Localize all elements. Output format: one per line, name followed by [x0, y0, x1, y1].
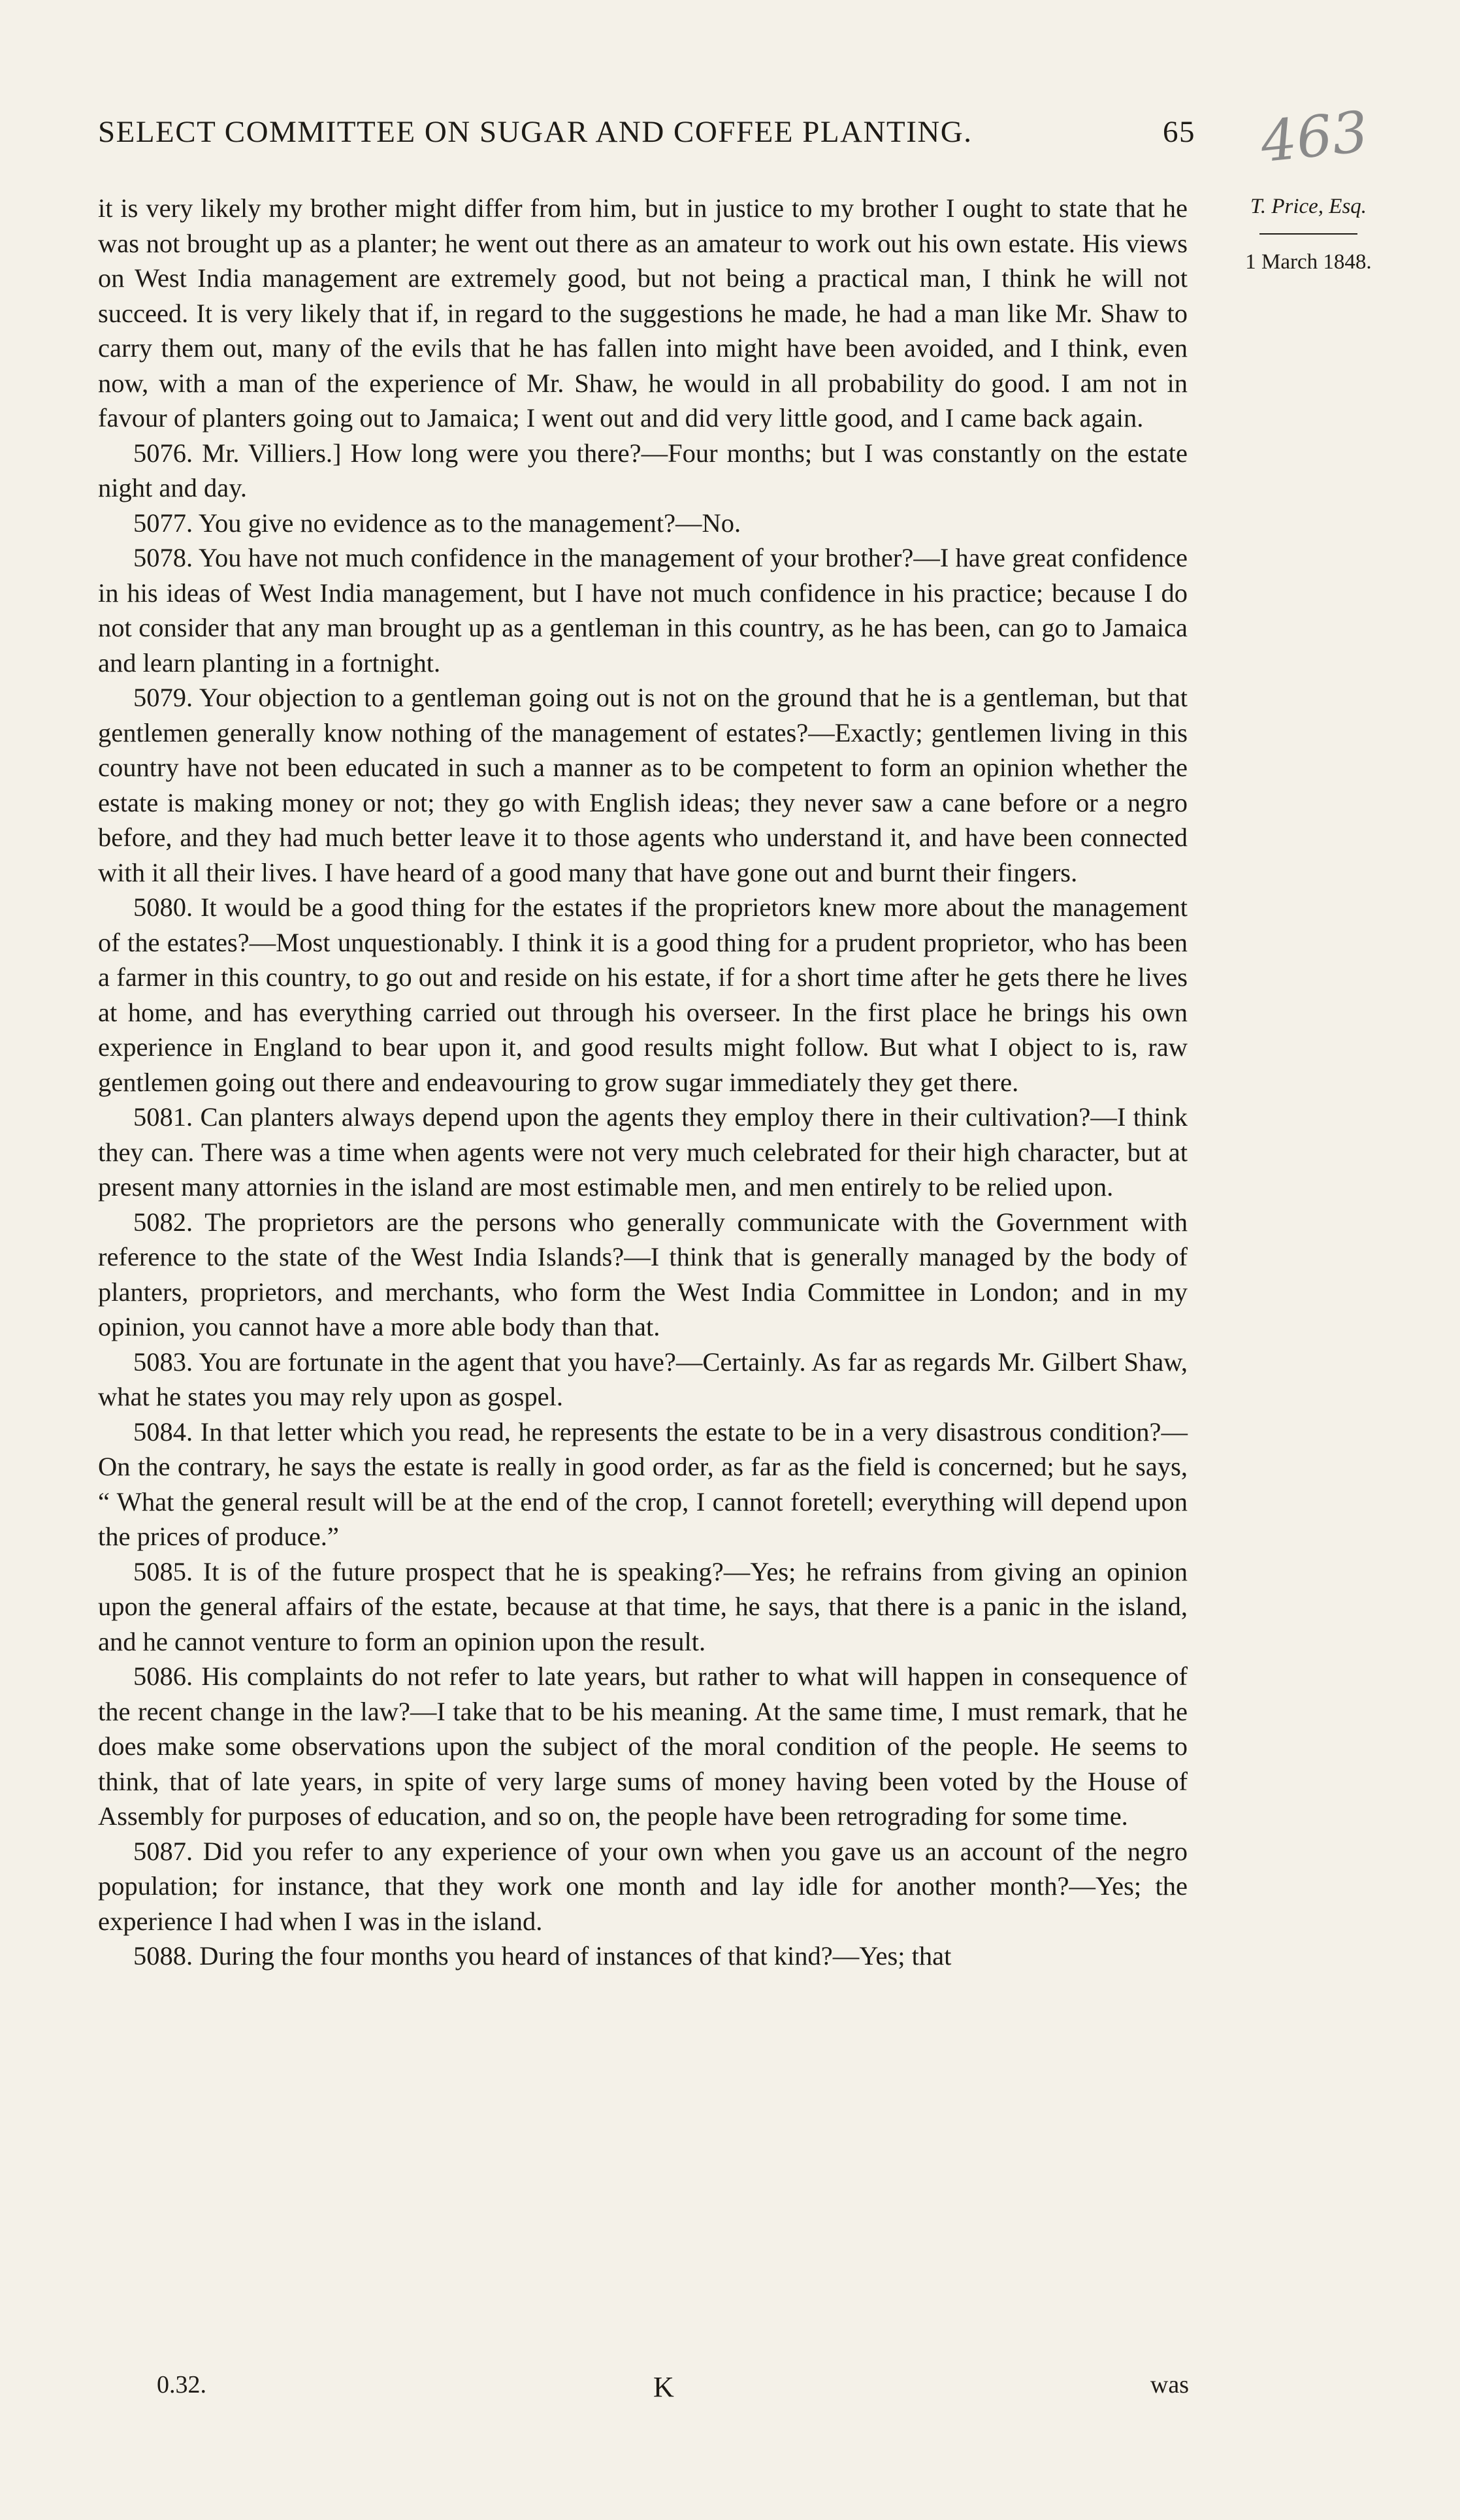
evidence-body	[98, 191, 1188, 1974]
question-paragraph: 5079. Your objection to a gentleman going out is not on the ground that he is a gentleman, but that gentlemen generally know nothing of the management of estates?—Exactly; gentlemen living in this country have not been educated in such a manner as to be competent to form an opinion whether the estate is making money or not; they go with English ideas; they never saw a cane before or a negro before, and they had much better leave it to those agents who understand it, and have been connected with it all their lives. I have heard of a good many that have gone out and burnt their fingers.	[98, 683, 1188, 887]
signature-mark: 0.32.	[157, 2371, 206, 2398]
question-paragraph: 5084. In that letter which you read, he represents the estate to be in a very disastrous condition?—On the contrary, he says the estate is really in good order, as far as the field is concerned; but he says, “ What the general result will be at the end of the crop, I cannot foretell; everything will depend upon the prices of produce.”	[98, 1416, 1188, 1551]
question-paragraph: 5086. His complaints do not refer to late years, but rather to what will happen in consequence of the recent change in the law?—I take that to be his meaning. At the same time, I must remark, that he does make some observations upon the subject of the moral condition of the people. He seems to think, that of late years, in spite of very large sums of money having been voted by the House of Assembly for purposes of education, and so on, the people have been retrograding for some time.	[98, 1661, 1188, 1831]
continued-paragraph: it is very likely my brother might differ from him, but in justice to my brother I ought to state that he was not brought up as a planter; he went out there as an amateur to work out his own estate. His views on West India management are extremely good, but not being a practical man, I think he will not succeed. It is very likely that if, in regard to the suggestions he made, he had a man like Mr. Shaw to carry them out, many of the evils that he has fallen into might have been avoided, and I think, even now, with a man of the experience of Mr. Shaw, he would in all probability do good. I am not in favour of planters going out to Jamaica; I went out and did very little good, and I came back again.	[98, 193, 1188, 433]
header-title: SELECT COMMITTEE ON SUGAR AND COFFEE PLANTING.	[98, 115, 973, 149]
witness-name: T. Price, Esq.	[1250, 195, 1367, 218]
question-paragraph: 5082. The proprietors are the persons who generally communicate with the Government with reference to the state of the West India Islands?—I think that is generally managed by the body of planters, proprietors, and merchants, who form the West India Committee in London; and in my opinion, you cannot have a more able body than that.	[98, 1207, 1188, 1341]
question-paragraph: 5083. You are fortunate in the agent that you have?—Certainly. As far as regards Mr. Gilbert Shaw, what he states you may rely upon as gospel.	[98, 1347, 1188, 1411]
question-paragraph: 5078. You have not much confidence in the management of your brother?—I have great confidence in his ideas of West India management, but I have not much confidence in his practice; because I do not consider that any man brought up as a gentleman in this country, as he has been, can go to Jamaica and learn planting in a fortnight.	[98, 543, 1188, 678]
margin-note	[1220, 195, 1397, 274]
question-paragraph: 5076. Mr. Villiers.] How long were you there?—Four months; but I was constantly on the estate night and day.	[98, 438, 1188, 502]
question-paragraph: 5080. It would be a good thing for the estates if the proprietors knew more about the management of the estates?—Most unquestionably. I think it is a good thing for a prudent proprietor, who has been a farmer in this country, to go out and reside on his estate, if for a short time after he gets there he lives at home, and has everything carried out through his overseer. In the first place he brings his own experience in England to bear upon it, and good results might follow. But what I object to is, raw gentlemen going out there and endeavouring to grow sugar immediately they get there.	[98, 892, 1188, 1097]
handwritten-folio-number: 463	[1257, 99, 1371, 176]
evidence-date: 1 March 1848.	[1245, 250, 1372, 274]
catchword: was	[1150, 2371, 1189, 2398]
question-paragraph: 5085. It is of the future prospect that he is speaking?—Yes; he refrains from giving an opinion upon the general affairs of the estate, because at that time, he says, that there is a panic in the island, and he cannot venture to form an opinion upon the result.	[98, 1556, 1188, 1656]
margin-rule	[1259, 233, 1357, 235]
sheet-mark: K	[653, 2371, 674, 2403]
running-header	[98, 114, 1195, 150]
question-paragraph: 5088. During the four months you heard of instances of that kind?—Yes; that	[133, 1941, 952, 1971]
question-paragraph: 5077. You give no evidence as to the management?—No.	[133, 508, 741, 538]
question-paragraph: 5081. Can planters always depend upon the agents they employ there in their cultivation?—I think they can. There was a time when agents were not very much celebrated for their high character, but at present many attornies in the island are most estimable men, and men entirely to be relied upon.	[98, 1102, 1188, 1202]
page-number: 65	[1163, 115, 1195, 149]
question-paragraph: 5087. Did you refer to any experience of your own when you gave us an account of the negro population; for instance, that they work one month and lay idle for another month?—Yes; the experience I had when I was in the island.	[98, 1836, 1188, 1936]
